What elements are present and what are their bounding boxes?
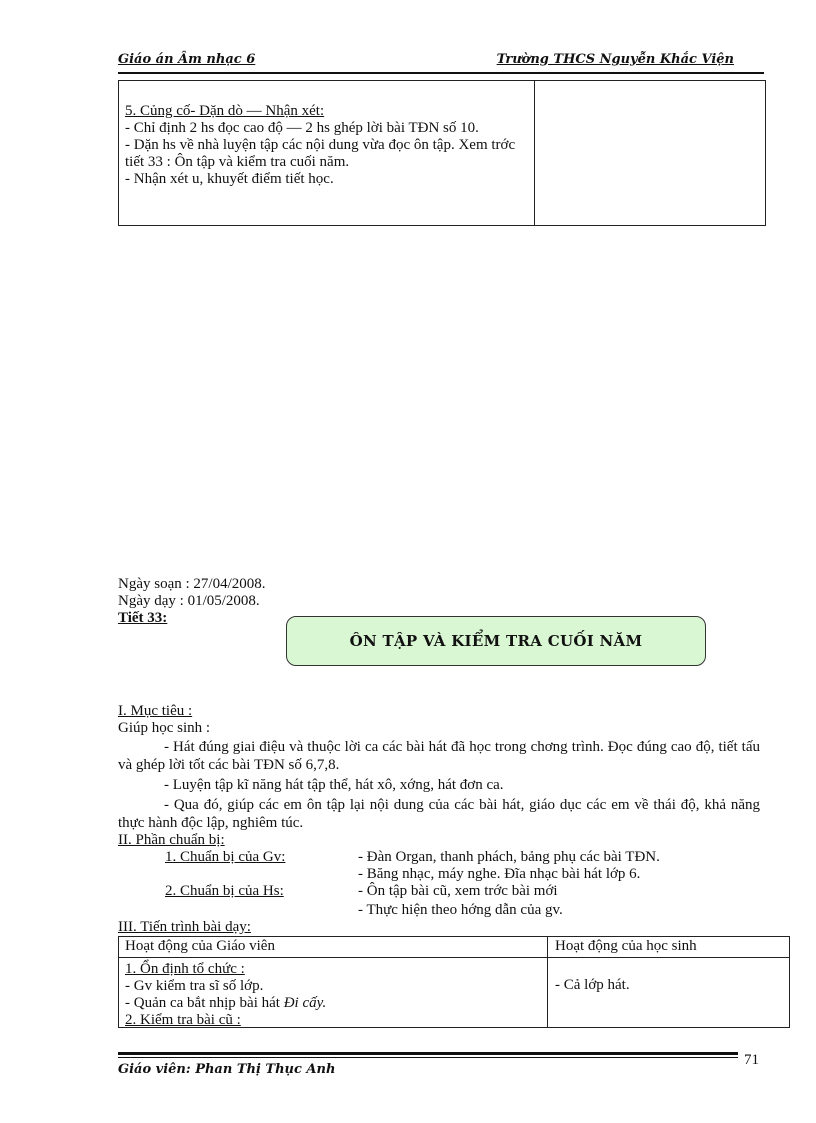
student-prep-item: - Thực hiện theo hớng dẫn của gv. (358, 902, 563, 918)
col-teacher-header: Hoạt động của Giáo viên (125, 938, 275, 954)
student-prep-label: 2. Chuẩn bị của Hs: (165, 883, 284, 899)
student-prep-item: - Ôn tập bài cũ, xem trớc bài mới (358, 883, 558, 899)
table-header-row (119, 937, 789, 958)
page-header (118, 50, 764, 70)
activity-line: - Nhận xét u, khuyết điểm tiết học. (125, 171, 334, 187)
teacher-prep-label: 1. Chuẩn bị của Gv: (165, 849, 286, 865)
column-divider (547, 937, 548, 1027)
objective-item: - Luyện tập kĩ năng hát tập thể, hát xô, xớng, hát đơn ca. (164, 777, 504, 793)
objective-item: - Qua đó, giúp các em ôn tập lại nội dung của các bài hát, giáo dục các em về thái độ, khả năng thực hành độc lập, nghiêm túc. (118, 797, 760, 831)
song-title: Đi cấy. (283, 995, 327, 1011)
header-subject: Giáo án Âm nhạc 6 (118, 52, 256, 67)
footer-rule-thin (118, 1057, 738, 1058)
student-activity-cell: - Cả lớp hát. (555, 977, 630, 993)
activity-line: - Dặn hs về nhà luyện tập các nội dung vừa đọc ôn tập. Xem trớc tiết 33 : Ôn tập và kiểm tra cuối năm. (125, 137, 516, 170)
activity-line (125, 995, 543, 1012)
preparation-heading: II. Phần chuẩn bị: (118, 832, 225, 848)
footer-rule (118, 1052, 738, 1055)
section-heading: 5. Củng cố- Dặn dò — Nhận xét: (125, 103, 325, 119)
header-rule (118, 72, 764, 74)
step-heading: 2. Kiểm tra bài cũ : (125, 1012, 241, 1028)
objective-item: - Hát đúng giai điệu và thuộc lời ca các bài hát đã học trong chơng trình. Đọc đúng cao độ, tiết tấu và ghép lời tốt các bài TĐN số 6,7,8. (118, 739, 760, 773)
header-school: Trường THCS Nguyễn Khắc Viện (496, 52, 734, 67)
activity-text: - Quản ca bắt nhịp bài hát (125, 995, 284, 1011)
col-student-header: Hoạt động của học sinh (555, 938, 697, 954)
lesson-title-box (286, 616, 706, 666)
previous-activity-table (118, 80, 766, 226)
teacher-activity-cell (125, 961, 543, 1029)
procedure-heading: III. Tiến trình bài dạy: (118, 919, 251, 935)
objectives-heading: I. Mục tiêu : (118, 703, 193, 719)
activity-line: - Gv kiểm tra sĩ số lớp. (125, 978, 264, 994)
procedure-table (118, 936, 790, 1028)
teacher-activity-cell (119, 81, 535, 225)
activity-line: - Chỉ định 2 hs đọc cao độ — 2 hs ghép lời bài TĐN số 10. (125, 120, 479, 136)
step-heading: 1. Ổn định tổ chức : (125, 961, 245, 977)
teacher-prep-item: - Đàn Organ, thanh phách, bảng phụ các bài TĐN. (358, 849, 660, 865)
date-prepared: Ngày soạn : 27/04/2008. (118, 576, 266, 592)
objectives-intro: Giúp học sinh : (118, 720, 211, 736)
lesson-number: Tiết 33: (118, 610, 168, 626)
date-taught: Ngày dạy : 01/05/2008. (118, 593, 260, 609)
lesson-title: ÔN TẬP VÀ KIỂM TRA CUỐI NĂM (349, 632, 643, 650)
footer-teacher: Giáo viên: Phan Thị Thục Anh (118, 1062, 336, 1077)
page-number: 71 (744, 1052, 759, 1068)
teacher-prep-item: - Băng nhạc, máy nghe. Đĩa nhạc bài hát lớp 6. (358, 866, 641, 882)
